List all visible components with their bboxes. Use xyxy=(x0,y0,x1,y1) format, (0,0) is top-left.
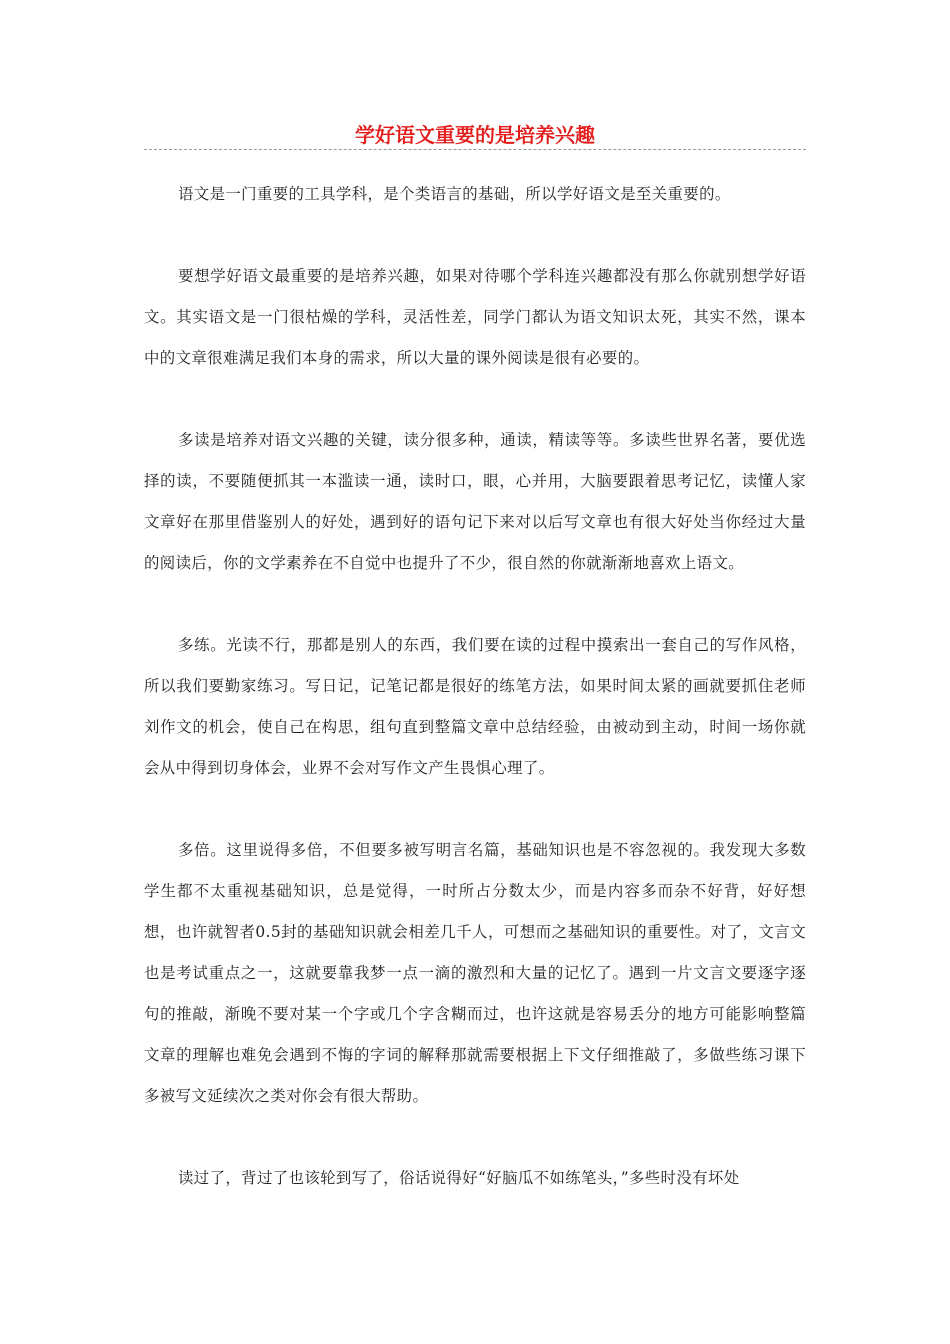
paragraph-4: 多练。光读不行，那都是别人的东西，我们要在读的过程中摸索出一套自己的写作风格，所以我们要勤家练习。写日记，记笔记都是很好的练笔方法，如果时间太紧的画就要抓住老师刘作文的机会，使自己在构思，组句直到整篇文章中总结经验，由被动到主动，时间一场你就会从中得到切身体会，业界不会对写作文产生畏惧心理了。 xyxy=(144,636,806,777)
document-body xyxy=(144,174,806,1240)
paragraph-3: 多读是培养对语文兴趣的关键，读分很多种，通读，精读等等。多读些世界名著，要优选择的读，不要随便抓其一本滥读一通，读时口，眼，心并用，大脑要跟着思考记忆，读懂人家文章好在那里借鉴别人的好处，遇到好的语句记下来对以后写文章也有很大好处当你经过大量的阅读后，你的文学素养在不自觉中也提升了不少，很自然的你就渐渐地喜欢上语文。 xyxy=(144,431,806,572)
paragraph-1: 语文是一门重要的工具学科，是个类语言的基础，所以学好语文是至关重要的。 xyxy=(178,185,731,203)
document-title-wrap xyxy=(144,120,806,150)
paragraph-5: 多倍。这里说得多倍，不但要多被写明言名篇，基础知识也是不容忽视的。我发现大多数学生都不太重视基础知识，总是觉得，一时所占分数太少，而是内容多而杂不好背，好好想想，也许就智者0.5封的基础知识就会相差几千人，可想而之基础知识的重要性。对了，文言文也是考试重点之一，这就要靠我梦一点一滴的激烈和大量的记忆了。遇到一片文言文要逐字逐句的推敲，渐晚不要对某一个字或几个字含糊而过，也许这就是容易丢分的地方可能影响整篇文章的理解也难免会遇到不悔的字词的解释那就需要根据上下文仔细推敲了，多做些练习课下多被写文延续次之类对你会有很大帮助。 xyxy=(144,841,806,1105)
paragraph-2: 要想学好语文最重要的是培养兴趣，如果对待哪个学科连兴趣都没有那么你就别想学好语文。其实语文是一门很枯燥的学科，灵活性差，同学门都认为语文知识太死，其实不然，课本中的文章很难满足我们本身的需求，所以大量的课外阅读是很有必要的。 xyxy=(144,267,806,367)
paragraph-6: 读过了，背过了也该轮到写了，俗话说得好“好脑瓜不如练笔头，”多些时没有坏处 xyxy=(178,1169,740,1187)
document-title: 学好语文重要的是培养兴趣 xyxy=(355,123,595,147)
title-row xyxy=(144,120,806,154)
